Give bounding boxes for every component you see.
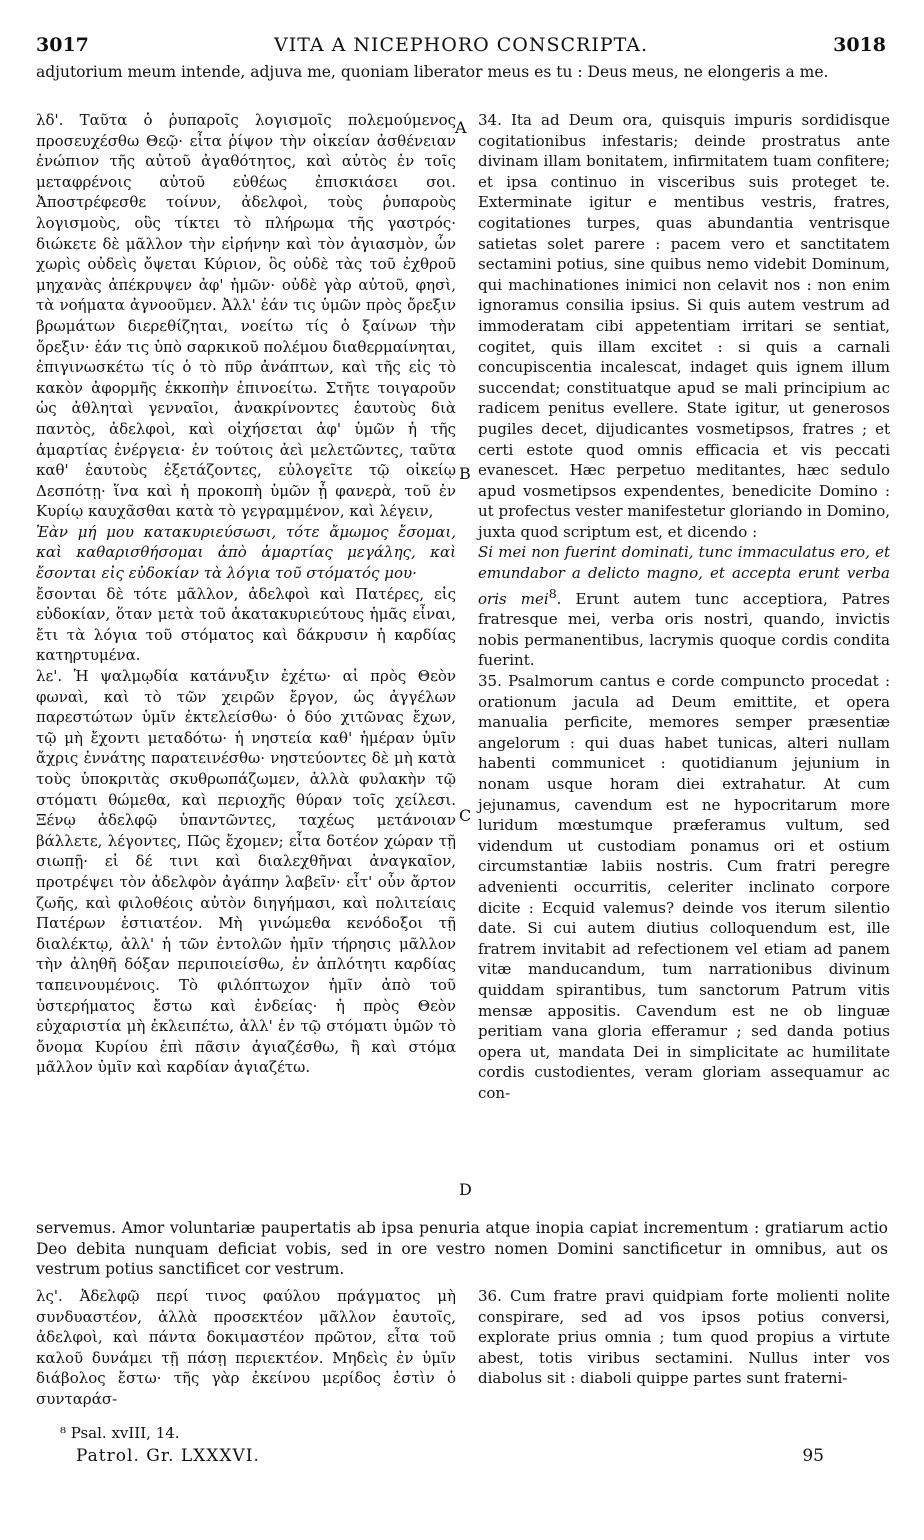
latin-scripture-quote: Si mei non fuerint dominati, tunc immaculatus ero, et emundabor a delicto magno, et accepta erunt verba oris mei [478,543,890,608]
greek-paragraph-34-end: ἔσονται δὲ τότε μᾶλλον, ἀδελφοὶ καὶ Πατέρες, εἰς εὐδοκίαν, ὅταν μετὰ τοῦ ἀκατακυριεύτους ἡμᾶς εἶναι, ἔτι τὰ λόγια τοῦ στόματος καὶ δάκρυσιν ἡ καρδίας κατηρτυμένα. [36,584,456,665]
margin-marker-c: C [459,806,472,825]
greek-paragraph-34: λδ'. Ταῦτα ὁ ῥυπαροῖς λογισμοῖς πολεμούμενος προσευχέσθω Θεῷ· εἶτα ῥίψον τὴν οἰκείαν ἀσθένειαν ἐνώπιον τῆς αὐτοῦ ἀγαθότητος, καὶ αὐτὸς ἐν τοῖς μεταφρένοις αὐτοῦ εὐθέως ἐπισκιάσει σοι. Ἀποστρέφεσθε τοίνυν, ἀδελφοὶ, τοὺς ῥυπαροὺς λογισμοὺς, οὓς τίκτει τὸ πλήρωμα τῆς γαστρός· διώκετε δὲ μᾶλλον τὴν εἰρήνην καὶ τὸν ἁγιασμὸν, ὧν χωρὶς οὐδεὶς ὄψεται Κύριον, ὃς οὐδὲ τὰς τοῦ ἐχθροῦ μηχανὰς ἀπέκρυψεν ἀφ' ἡμῶν· οὐδὲ γὰρ αὐτοῦ, φησὶ, τὰ νοήματα ἀγνοοῦμεν. Ἀλλ' ἐάν τις ὑμῶν πρὸς ὄρεξιν βρωμάτων διερεθίζηται, νοείτω τίς ὁ ξαίνων τὴν ὄρεξιν· ἐάν τις ὑπὸ σαρκικοῦ πολέμου διαθερμαίνηται, ἐπιγινωσκέτω τίς ὁ τὸ πῦρ ἀνάπτων, καὶ τῆς εἰς τὸ κακὸν ἀφορμῆς ἐκκοπὴν ἐπινοείτω. Στῆτε τοιγαροῦν ὡς ἀθληταὶ γενναῖοι, ἀνακρίνοντες ἑαυτοὺς διὰ παντὸς, ἀδελφοὶ, καὶ οἰχήσεται ἀφ' ὑμῶν ἡ τῆς ἁμαρτίας ἐνέργεια· ἐν τούτοις ἀεὶ μελετῶντες, ταῦτα καθ' ἑαυτοὺς ἐξετάζοντες, εὐλογεῖτε τῷ οἰκείῳ Δεσπότῃ· ἵνα καὶ ἡ προκοπὴ ὑμῶν ᾖ φανερὰ, τοῦ ἐν Κυρίῳ καυχᾶσθαι κατὰ τὸ γεγραμμένον, καὶ λέγειν, [36,111,456,521]
top-continuation-line: adjutorium meum intende, adjuva me, quoniam liberator meus es tu : Deus meus, ne elongeris a me. [36,63,829,81]
latin-paragraph-36: 36. Cum fratre pravi quidpiam forte molienti nolite conspirare, sed ad vos ipsos potius conversi, explorate prius omnia ; tum quod propius a virtute abest, totis viribus sectamini. Nullus inter vos diabolus sit : diaboli quippe partes sunt fraterni- [478,1287,890,1388]
page-number-right: 3018 [833,34,886,56]
latin-paragraph-34-end: . Erunt autem tunc acceptiora, Patres fratresque mei, verba oris nostri, quando, invictis nobis permanentibus, lacrymis quoque cordis condita fuerint. [478,589,890,670]
latin-column-2 [478,1286,890,1389]
greek-paragraph-35: λε'. Ἡ ψαλμῳδία κατάνυξιν ἐχέτω· αἱ πρὸς Θεὸν φωναὶ, καὶ τὸ τῶν χειρῶν ἔργον, ὡς ἀγγέλων παρεστώτων ὑμῖν ἐκτελείσθω· ὁ δύο χιτῶνας ἔχων, τῷ μὴ ἔχοντι μεταδότω· ἡ νηστεία καθ' ἡμέραν ὑμῖν ἄχρις ἐννάτης παρατεινέσθω· νηστεύοντες δὲ μὴ κατὰ τοὺς ὑποκριτὰς σκυθρωπάζωμεν, ἀλλὰ φυλακὴν τῷ στόματι θώμεθα, καὶ περιοχῆς θύραν τοῖς χείλεσι. Ξένῳ ἀδελφῷ ὑπαντῶντες, ταχέως μετάνοιαν βάλλετε, λέγοντες, Πῶς ἔχομεν; εἶτα δοτέον χώραν τῇ σιωπῇ· εἰ δέ τινι καὶ διαλεχθῆναι ἀναγκαῖον, προτρέψει τὸν ἀδελφὸν ἀγάπην λαβεῖν· εἶτ' οὖν ἄρτον ζωῆς, καὶ φιλοθέοις αὐτὸν διηγήμασι, καὶ πολιτείαις Πατέρων ἑστιατέον. Μὴ γινώμεθα κενόδοξοι τῇ διαλέκτῳ, ἀλλ' ἡ τῶν ἐντολῶν ἡμῖν τήρησις μᾶλλον τὴν ἀληθῆ δόξαν περιποιείσθω, ἐν ἁπλότητι καρδίας ταπεινουμένοις. Τὸ φιλόπτωχον ἡμῖν ἀπὸ τοῦ ὑστερήματος ἔστω καὶ ἐνδείας· ἡ πρὸς Θεὸν εὐχαριστία μὴ ἐκλειπέτω, ἀλλ' ἐν τῷ στόματι ὑμῶν τὸ ὄνομα Κυρίου ἐπὶ πᾶσιν ἁγιαζέσθω, ἢ καὶ στόμα μᾶλλον ὑμῖν καὶ καρδίαν ἁγιαζέτω. [36,667,456,1077]
margin-marker-a: A [455,118,467,137]
margin-marker-b: B [459,464,471,483]
margin-marker-d: D [459,1180,472,1199]
running-title: VITA A NICEPHORO CONSCRIPTA. [273,34,649,56]
page-number-left: 3017 [36,34,89,56]
signature-mark: 95 [802,1446,824,1466]
page-header [36,34,886,60]
footnote-ref: 8 [548,585,557,601]
greek-paragraph-36: λς'. Ἀδελφῷ περί τινος φαύλου πράγματος μὴ συνδυαστέον, ἀλλὰ προσεκτέον μᾶλλον ἑαυτοῖς, ἀδελφοὶ, καὶ πάντα δοκιμαστέον πρῶτον, εἶτα τοῦ καλοῦ δυνάμει τῇ πάσῃ περιεκτέον. Μηδεὶς ἐν ὑμῖν διάβολος ἔστω· τῆς γὰρ ἐκείνου μερίδος ἐστὶν ὁ συνταράσ- [36,1287,456,1408]
latin-paragraph-35: 35. Psalmorum cantus e corde compuncto procedat : orationum jacula ad Deum emittite, et opera manualia perficite, memores semper præsentiæ angelorum : qui duas habet tunicas, alteri nullam habenti communicet : quotidianum jejunium in nonam usque horam dieі extrahatur. At cum jejunamus, cavendum est ne hypocritarum more luridum mœstumque præferamus vultum, sed videndum ut custodiam ponamus ori et ostium circumstantiæ labiis nostris. Cum fratri peregre advenienti occurritis, celeriter inclinato corpore dicite : Ecquid valemus? deinde vos iterum silentio date. Si cui autem diutius colloquendum est, ille fratrem invitabit ad refectionem vel etiam ad panem vitæ manducandum, tum narrationibus divinum quiddam spirantibus, tum sanctorum Patrum vitis mensæ appositis. Cavendum est ne ob linguæ peritiam vana gloria efferamur ; sed danda potius opera ut, mandata Dei in simplicitate ac humilitate cordis custodientes, veram gloriam assequamur ac con- [478,672,890,1102]
greek-column-1 [36,110,456,1078]
latin-column-1 [478,110,890,1104]
latin-quote-paragraph [478,542,890,671]
latin-paragraph-34: 34. Ita ad Deum ora, quisquis impuris sordidisque cogitationibus infestaris; deinde prostratus ante divinam illam bonitatem, infirmitatem tuam confitere; et ipsa continuo in visceribus suis proteget te. Exterminate igitur e mentibus vestris, fratres, cogitationes turpes, quas abundantia ventrisque satietas solet parere : pacem vero et sanctitatem sectamini potius, sine quibus nemo videbit Dominum, qui machinationes inimici non celavit nos : non enim ignoramus consilia ipsius. Si quis autem vestrum ad immoderatam cibi appetentiam irritari se sentiat, cogitet, quis illam excitet : si quis a carnali concupiscentia incalescat, indaget quis ignem illum succendat; constituatque apud se mali principium ac radicem penitus evellere. State igitur, ut generosos pugiles decet, dijudicantes vosmetipsos, fratres ; et certi estote quod omnis efficacia et vis peccati evanescet. Hæc perpetuo meditantes, hæc sedulo apud vosmetipsos expendentes, benedicite Domino : ut profectus vester manifestetur gloriando in Domino, juxta quod scriptum est, et dicendo : [478,111,890,541]
patrologia-label: Patrol. Gr. LXXXVI. [76,1446,260,1466]
greek-scripture-quote: Ἐὰν μή μου κατακυριεύσωσι, τότε ἄμωμος ἔσομαι, καὶ καθαρισθήσομαι ἀπὸ ἁμαρτίας μεγάλης, καὶ ἔσονται εἰς εὐδοκίαν τὰ λόγια τοῦ στόματός μου· [36,522,456,583]
full-width-latin-line: servemus. Amor voluntariæ paupertatis ab ipsa penuria atque inopia capiat incrementum : gratiarum actio Deo debita nunquam deficiat vobis, sed in ore vestro nomen Domini sanctificetur in omnibus, aut os vestrum potius sanctificet cor vestrum. [36,1219,888,1278]
footnote: ⁸ Psal. xvIII, 14. [60,1424,180,1442]
greek-column-2 [36,1286,456,1410]
